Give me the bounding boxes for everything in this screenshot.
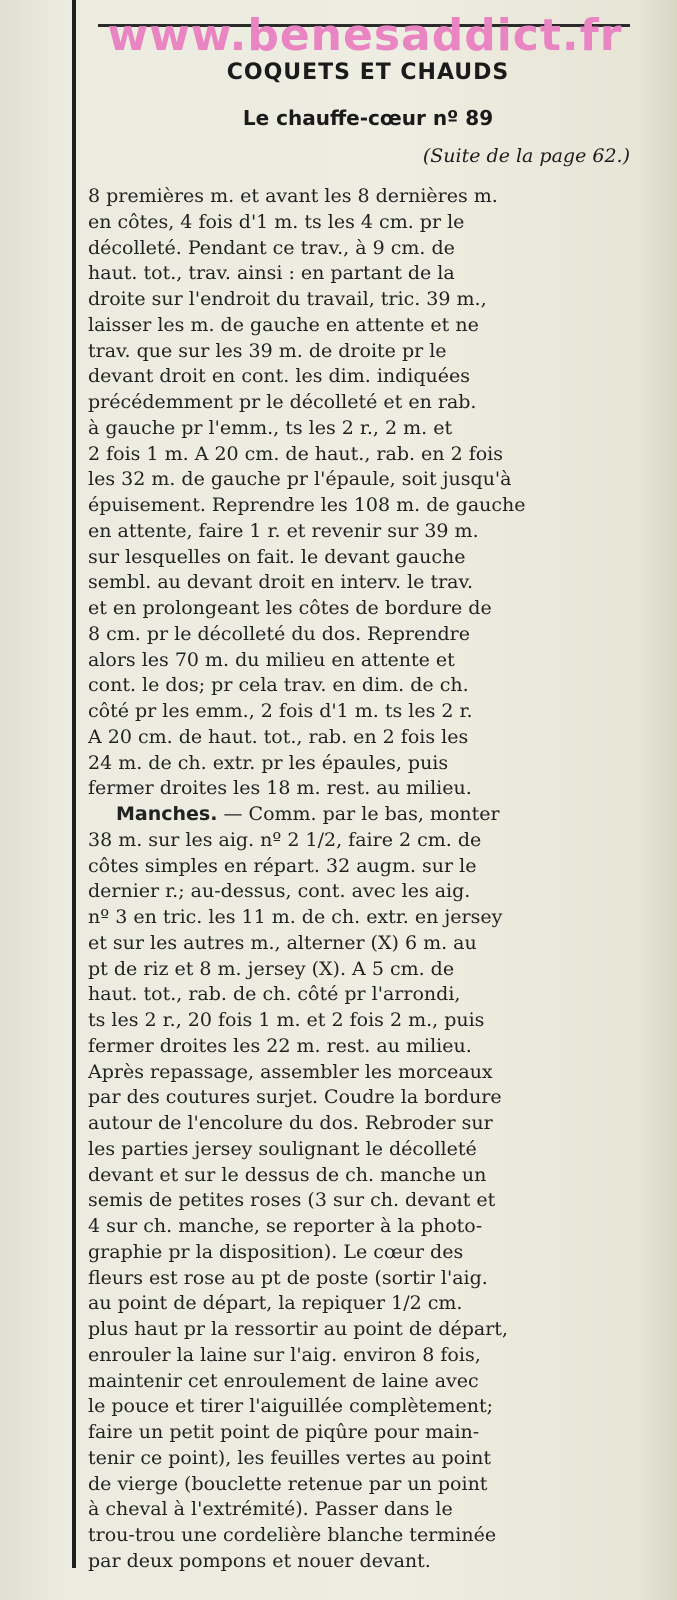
text-line: A 20 cm. de haut. tot., rab. en 2 fois les [88, 725, 469, 748]
text-line: côté pr les emm., 2 fois d'1 m. ts les 2 r. [88, 700, 473, 722]
text-line: fleurs est rose au pt de poste (sortir l'aig. [88, 1266, 488, 1289]
manches-first-line [88, 802, 633, 828]
text-line: ts les 2 r., 20 fois 1 m. et 2 fois 2 m., puis [88, 1009, 485, 1031]
text-line: les parties jersey soulignant le décolleté [88, 1137, 477, 1160]
text-line: de vierge (bouclette retenue par un point [88, 1472, 488, 1495]
column-rule-left [72, 0, 76, 1568]
text-line: pt de riz et 8 m. jersey (X). A 5 cm. de [88, 957, 455, 980]
text-line: fermer droites les 18 m. rest. au milieu. [88, 777, 472, 800]
text-line: les 32 m. de gauche pr l'épaule, soit jusqu'à [88, 468, 512, 491]
text-line: en côtes, 4 fois d'1 m. ts les 4 cm. pr le [88, 210, 465, 233]
text-line: maintenir cet enroulement de laine avec [88, 1369, 479, 1392]
manches-first-text: — Comm. par le bas, monter [217, 803, 500, 825]
text-line: 8 cm. pr le décolleté du dos. Reprendre [88, 622, 470, 645]
text-line: tenir ce point), les feuilles vertes au point [88, 1446, 492, 1469]
text-line: 8 premières m. et avant les 8 dernières m. [88, 185, 498, 207]
text-line: épuisement. Reprendre les 108 m. de gauche [88, 494, 526, 516]
text-line: et sur les autres m., alterner (X) 6 m. au [88, 931, 477, 954]
text-line: enrouler la laine sur l'aig. environ 8 fois, [88, 1343, 481, 1366]
text-line: 24 m. de ch. extr. pr les épaules, puis [88, 751, 449, 774]
text-line: le pouce et tirer l'aiguillée complètement; [88, 1395, 494, 1418]
text-line: cont. le dos; pr cela trav. en dim. de ch. [88, 674, 469, 697]
text-line: par deux pompons et nouer devant. [88, 1549, 431, 1572]
text-line: 4 sur ch. manche, se reporter à la photo- [88, 1215, 483, 1237]
text-line: graphie pr la disposition). Le cœur des [88, 1240, 464, 1263]
text-line: devant et sur le dessus de ch. manche un [88, 1163, 487, 1186]
text-line: trou-trou une cordelière blanche terminée [88, 1524, 497, 1546]
continued-note: (Suite de la page 62.) [422, 145, 630, 167]
text-line: haut. tot., rab. de ch. côté pr l'arrondi, [88, 983, 461, 1006]
text-line: côtes simples en répart. 32 augm. sur le [88, 854, 477, 877]
text-line: laisser les m. de gauche en attente et ne [88, 313, 479, 336]
text-line: Après repassage, assembler les morceaux [88, 1060, 493, 1083]
text-line: fermer droites les 22 m. rest. au milieu. [88, 1034, 472, 1057]
text-line: devant droit en cont. les dim. indiquées [88, 365, 471, 388]
manches-lead: Manches. [116, 803, 218, 825]
text-line: à cheval à l'extrémité). Passer dans le [88, 1498, 453, 1521]
text-line: précédemment pr le décolleté et en rab. [88, 391, 477, 413]
text-line: sembl. au devant droit en interv. le trav. [88, 571, 474, 594]
text-line: sur lesquelles on fait. le devant gauche [88, 545, 466, 568]
text-line: autour de l'encolure du dos. Rebroder sur [88, 1112, 493, 1134]
instructions-part-1 [88, 184, 633, 802]
text-line: par des coutures surjet. Coudre la bordure [88, 1086, 502, 1109]
article-body [88, 184, 633, 1575]
text-line: dernier r.; au-dessus, cont. avec les aig. [88, 880, 471, 903]
text-line: et en prolongeant les côtes de bordure de [88, 597, 492, 619]
text-line: à gauche pr l'emm., ts les 2 r., 2 m. et [88, 416, 453, 439]
text-line: décolleté. Pendant ce trav., à 9 cm. de [88, 236, 455, 259]
text-line: haut. tot., trav. ainsi : en partant de la [88, 262, 455, 285]
text-line: faire un petit point de piqûre pour main- [88, 1421, 480, 1443]
text-line: plus haut pr la ressortir au point de départ, [88, 1318, 508, 1340]
text-line: 38 m. sur les aig. nº 2 1/2, faire 2 cm. de [88, 828, 482, 851]
text-line: trav. que sur les 39 m. de droite pr le [88, 339, 447, 362]
text-line: droite sur l'endroit du travail, tric. 39 m., [88, 288, 487, 310]
text-line: semis de petites roses (3 sur ch. devant et [88, 1189, 496, 1212]
text-line: en attente, faire 1 r. et revenir sur 39 m. [88, 519, 479, 542]
article-title: Le chauffe-cœur nº 89 [242, 106, 494, 130]
instructions-part-2 [88, 828, 633, 1575]
text-line: alors les 70 m. du milieu en attente et [88, 648, 455, 671]
watermark: www.benesaddict.fr [107, 10, 623, 61]
text-line: nº 3 en tric. les 11 m. de ch. extr. en jersey [88, 906, 503, 928]
text-line: au point de départ, la repiquer 1/2 cm. [88, 1292, 463, 1315]
section-heading: COQUETS ET CHAUDS [226, 60, 510, 85]
text-line: 2 fois 1 m. A 20 cm. de haut., rab. en 2 fois [88, 442, 504, 465]
